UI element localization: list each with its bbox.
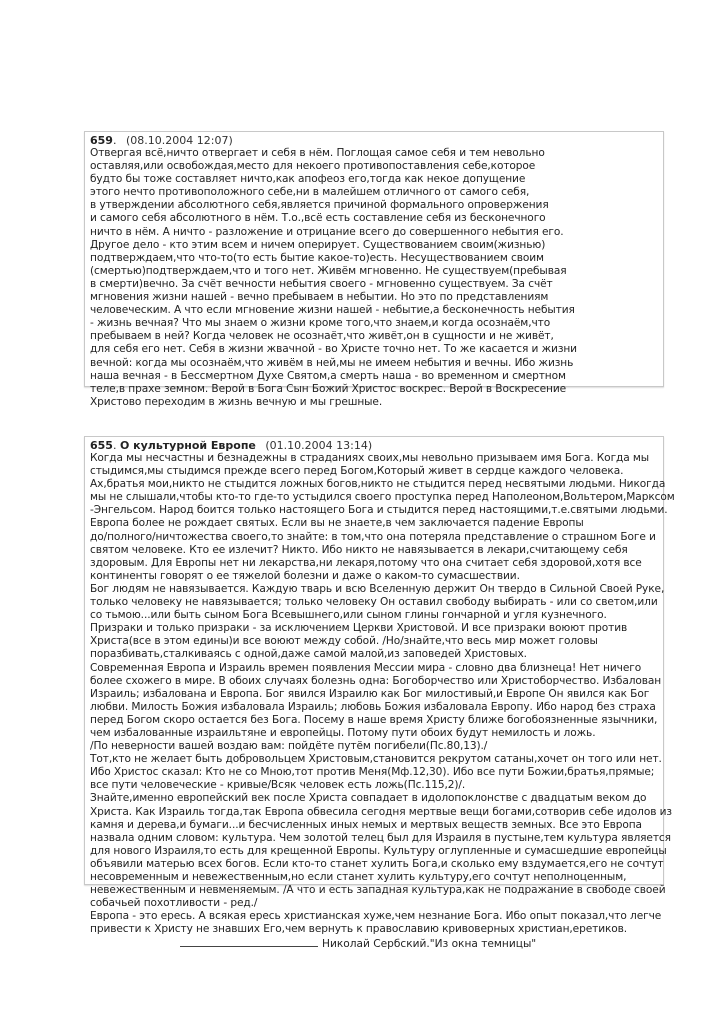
text-line: Бог людям не навязывается. Каждую тварь и всю Вселенную держит Он твердо в Сильной Своей Руке, xyxy=(90,582,665,595)
text-line: для себя его нет. Себя в жизни жвачной - во Христе точно нет. То же касается и жизни xyxy=(90,343,577,356)
separator: . xyxy=(112,439,120,452)
signature-rule xyxy=(180,936,318,947)
text-line: более схожего в мире. В обоих случаях болезнь одна: Богоборчество или Христоборчество. Избалован xyxy=(90,674,662,687)
text-line: Христа. Как Израиль тогда,так Европа обвесила сегодня мертвые вещи богами,сотворив себе идолов из xyxy=(90,805,672,818)
post-number: 655 xyxy=(90,439,113,452)
text-line: чем избалованные израильтяне и европейцы. Потому пути обоих будут немилость и ложь. xyxy=(90,726,596,739)
text-line: Ах,братья мои,никто не стыдится ложных богов,никто не стыдится перед несвятыми людьми. Никогда xyxy=(90,478,666,491)
text-line: -Энгельсом. Народ боится только настоящего Бога и стыдится перед настоящими,т.е.святыми людьми. xyxy=(90,504,668,517)
post-date: (08.10.2004 12:07) xyxy=(125,134,233,147)
text-line: Отвергая всё,ничто отвергает и себя в нём. Поглощая самое себя и тем невольно xyxy=(90,147,545,159)
signature-line xyxy=(90,936,659,951)
post-header xyxy=(90,134,659,147)
text-line: поразбивать,сталкиваясь с одной,даже самой малой,из заповедей Христовых. xyxy=(90,648,527,661)
text-line: любви. Милость Божия избаловала Израиль; любовь Божия избаловала Европу. Ибо народ без страха xyxy=(90,700,656,713)
text-line: стыдимся,мы стыдимся прежде всего перед Богом,Который живет в сердце каждого человека. xyxy=(90,465,624,478)
text-line: человеческим. А что если мгновение жизни нашей - небытие,а бесконечность небытия xyxy=(90,304,575,317)
post-header xyxy=(90,439,659,452)
text-line: со тьмою...или быть сыном Бога Всевышнего,или сыном глины гончарной и угля кузнечного. xyxy=(90,609,607,622)
text-line: Христа(все в этом едины)и все воюют между собой. /Но/знайте,что весь мир может головы xyxy=(90,635,598,648)
post-659 xyxy=(84,131,664,408)
text-line: мы не слышали,чтобы кто-то где-то устыдился своего проступка перед Наполеоном,Вольтером,Марксом xyxy=(90,491,675,504)
text-line: камня и дерева,и бумаги...и бесчисленных иных немых и мертвых веществ земных. Все это Европа xyxy=(90,818,642,831)
text-line: в смерти)вечно. За счёт вечности небытия своего - мгновенно существуем. За счёт xyxy=(90,277,553,290)
separator: . xyxy=(112,134,117,147)
text-line: Европа более не рождает святых. Если вы не знаете,в чем заключается падение Европы xyxy=(90,517,584,530)
post-body xyxy=(90,147,659,409)
text-line: собачьей похотливости - ред./ xyxy=(90,897,258,910)
text-line: невежественным и невменяемым. /А что и есть западная культура,как не подражание в свободе своей xyxy=(90,884,666,897)
text-line: будто бы тоже составляет ничто,как апофеоз его,тогда как некое допущение xyxy=(90,173,526,186)
text-line: мгновения жизни нашей - вечно пребываем в небытии. Но это по представлениям xyxy=(90,291,549,304)
text-line: для нового Израиля,то есть для крещенной Европы. Культуру оглупленные и сумасшедшие европейцы xyxy=(90,844,667,857)
text-line: ничто в нём. А ничто - разложение и отрицание всего до совершенного небытия его. xyxy=(90,225,564,238)
text-line: привести к Христу не знавших Его,чем вернуть к православию кривоверных христиан,еретиков. xyxy=(90,923,628,936)
text-line: и самого себя абсолютного в нём. Т.о.,всё есть составление себя из бесконечного xyxy=(90,212,546,225)
post-title: О культурной Европе xyxy=(119,439,256,452)
text-line: несовременным и невежественным,но если станет хулить культуру,его сочтут неполноценным, xyxy=(90,871,627,883)
text-line: вечной: когда мы осознаём,что живём в ней,мы не имеем небытия и вечны. Ибо жизнь xyxy=(90,356,574,369)
text-line: святом человеке. Кто ее излечит? Никто. Ибо никто не навязывается в лекари,считающему себя xyxy=(90,543,628,556)
text-line: Призраки и только призраки - за исключением Церкви Христовой. И все призраки воюют против xyxy=(90,622,628,635)
text-line: оставляя,или освобождая,место для некоего противопоставления себе,которое xyxy=(90,160,536,173)
text-line: Современная Европа и Израиль времен появления Мессии мира - словно два близнеца! Нет ничего xyxy=(90,661,642,674)
signature: Николай Сербский."Из окна темницы" xyxy=(322,938,537,951)
text-line: назвала одним словом: культура. Чем золотой телец был для Израиля в пустыне,тем культура является xyxy=(90,831,671,844)
text-line: (смертью)подтверждаем,что и того нет. Живём мгновенно. Не существуем(пребывая xyxy=(90,264,567,277)
text-line: только человеку не навязывается; только человеку Он оставил свободу выбирать - или со светом,или xyxy=(90,596,658,609)
text-line: до/полного/ничтожества своего,то знайте: в том,что она потеряла представление о страшном Боге и xyxy=(90,530,656,543)
text-line: Знайте,именно европейский век после Христа совпадает в идолопоклонстве с двадцатым веком до xyxy=(90,792,647,805)
text-line: континенты говорят о ее тяжелой болезни и даже о каком-то сумасшествии. xyxy=(90,569,520,582)
text-line: здоровым. Для Европы нет ни лекарства,ни лекаря,потому что она считает себя здоровой,хотя все xyxy=(90,556,642,569)
text-line: объявили матерью всех богов. Если кто-то станет хулить Бога,и сколько ему вздумается,его не сочтут xyxy=(90,857,664,870)
text-line: пребываем в ней? Когда человек не осознаёт,что живёт,он в сущности и не живёт, xyxy=(90,330,554,343)
text-line: Когда мы несчастны и безнадежны в страданиях своих,мы невольно призываем имя Бога. Когда мы xyxy=(90,452,650,464)
post-655 xyxy=(84,436,675,951)
text-line: все пути человеческие - кривые/Всяк человек есть ложь(Пс.115,2)/. xyxy=(90,779,466,792)
text-line: теле,в прахе земном. Верой в Бога Сын Божий Христос воскрес. Верой в Воскресение xyxy=(90,382,567,395)
text-line: подтверждаем,что что-то(то есть бытие какое-то)есть. Несуществованием своим xyxy=(90,251,544,264)
text-line: Израиль; избалована и Европа. Бог явился Израилю как Бог милостивый,и Европе Он явился как Бог xyxy=(90,687,650,700)
post-date: (01.10.2004 13:14) xyxy=(265,439,373,452)
text-line: /По неверности вашей воздаю вам: пойдёте путём погибели(Пс.80,13)./ xyxy=(90,740,488,753)
text-line: этого нечто противоположного себе,ни в малейшем отличного от самого себя, xyxy=(90,186,530,199)
text-line: Христово переходим в жизнь вечную и мы грешные. xyxy=(90,395,383,408)
text-line: Тот,кто не желает быть добровольцем Христовым,становится рекрутом сатаны,хочет он того или нет. xyxy=(90,753,662,766)
post-number: 659 xyxy=(90,134,113,147)
text-line: Другое дело - кто этим всем и ничем оперирует. Существованием своим(жизнью) xyxy=(90,238,546,251)
text-line: наша вечная - в Бессмертном Духе Святом,а смерть наша - во временном и смертном xyxy=(90,369,566,382)
text-line: - жизнь вечная? Что мы знаем о жизни кроме того,что знаем,и когда осознаём,что xyxy=(90,317,551,330)
post-body xyxy=(90,452,675,936)
text-line: Европа - это ересь. А всякая ересь христианская хуже,чем незнание Бога. Ибо опыт показал,что легче xyxy=(90,910,662,923)
text-line: перед Богом скоро остается без Бога. Посему в наше время Христу ближе богобоязненные язычники, xyxy=(90,713,658,726)
text-line: в утверждении абсолютного себя,является причиной формального опровержения xyxy=(90,199,549,212)
text-line: Ибо Христос сказал: Кто не со Мною,тот против Меня(Мф.12,30). Ибо все пути Божии,братья,прямые; xyxy=(90,766,655,779)
